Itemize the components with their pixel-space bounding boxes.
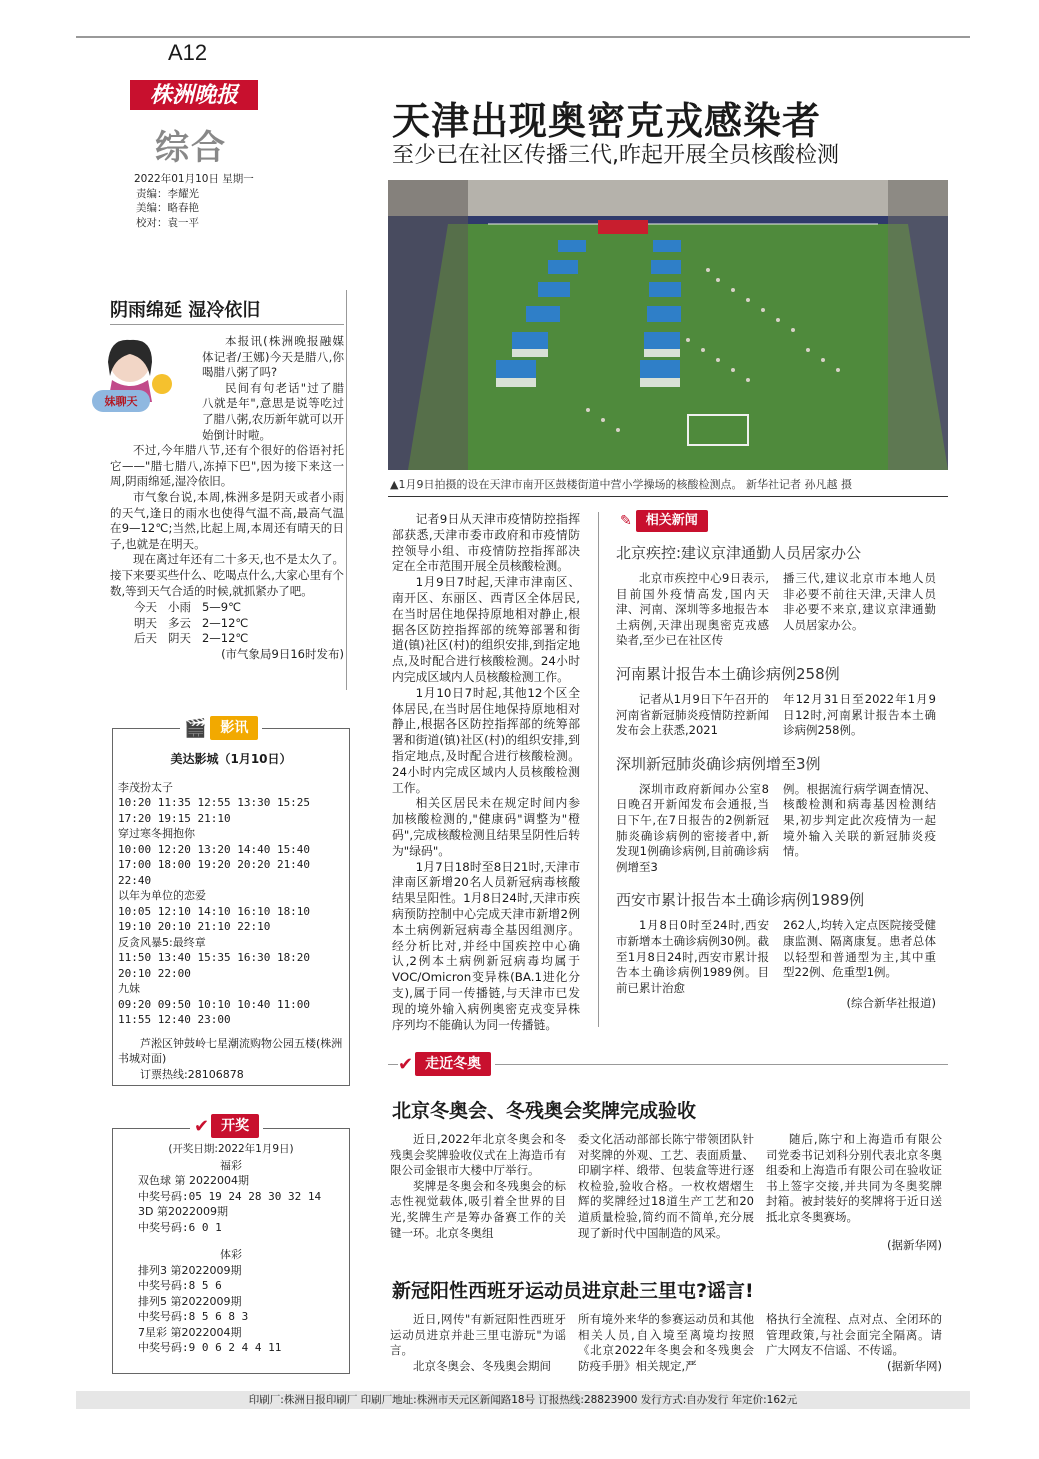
related-body (616, 918, 936, 996)
weather-p2: 民间有句老话"过了腊八就是年",意思是说等吃过了腊八粥,农历新年就可以开始倒计时啦。 (202, 380, 344, 442)
related-tag: 相关新闻 (636, 510, 708, 532)
story-text: 格执行全流程、点对点、全闭环的管理政策,与社会面完全隔离。请广大网友不信谣、不传谣。 (766, 1312, 942, 1358)
lottery-tag: 开奖 (211, 1114, 259, 1138)
related-body (616, 571, 936, 649)
lottery-line: 中奖号码:9 0 6 2 4 4 11 (138, 1341, 282, 1354)
related-text: 播三代,建议北京市本地人员非必要不前往天津,天津人员非必要不来京,建议京津通勤人员居家办公。 (783, 571, 936, 632)
related-news (616, 542, 936, 1012)
cinema-header (180, 716, 262, 740)
main-p5: 1月7日18时至8日21时,天津市津南区新增20名人员新冠病毒核酸结果呈阳性。1月8日24时,天津市疾病预防控制中心完成天津市新增2例本土病例新冠病毒全基因组测序。经分析比对,并经中国疾控中心确认,2例本土病例新冠病毒均属于VOC/Omicron变异株(BA.1进化分支),属于同一传播链,与天津市已发现的境外输入病例奥密克戎变异株序列均不能确认为同一传播链。 (392, 859, 580, 1032)
showtimes: 10:20 11:35 12:55 13:30 15:25 17:20 19:15 21:10 (118, 796, 311, 825)
lottery-line: 排列3 第2022009期 (138, 1263, 242, 1277)
lottery-header (190, 1114, 263, 1138)
related-header (620, 510, 708, 532)
weather-title: 阴雨绵延 湿冷依旧 (110, 300, 261, 321)
story-column (578, 1312, 754, 1374)
related-text: 例。根据流行病学调查情况、核酸检测和病毒基因检测结果,初步判定此次疫情为一起境外输入关联的新冠肺炎疫情。 (783, 781, 936, 859)
weather-p1: 本报讯(株洲晚报融媒体记者/王娜)今天是腊八,你喝腊八粥了吗? (202, 334, 344, 380)
page-meta (134, 172, 254, 230)
cinema-hotline: 订票热线:28106878 (140, 1067, 244, 1081)
movie-title: 以年为单位的恋爱 (118, 889, 206, 902)
related-title: 北京疾控:建议京津通勤人员居家办公 (616, 544, 862, 562)
left-column-rule (346, 290, 347, 690)
movie-title: 反贪风暴5:最终章 (118, 935, 206, 949)
main-p4: 相关区居民未在规定时间内参加核酸检测的,"健康码"调整为"橙码",完成核酸检测且结果呈阴性后转为"绿码"。 (392, 796, 580, 858)
lottery-date: (开奖日期:2022年1月9日) (168, 1143, 294, 1155)
movie-title: 九妹 (118, 982, 140, 995)
lottery-line: 中奖号码:6 0 1 (138, 1220, 222, 1234)
related-text: 262人,均转入定点医院接受健康监测、隔离康复。患者总体以轻型和普通型为主,其中重型22例、危重型1例。 (783, 918, 936, 980)
forecast-row: 后天 阴天 2—12℃ (134, 631, 249, 646)
lottery-line: 排列5 第2022009期 (138, 1294, 242, 1308)
pen-icon: ✎ (620, 513, 632, 529)
movie-title: 李茂扮太子 (118, 780, 173, 794)
photo-caption: ▲1月9日拍摄的设在天津市南开区鼓楼街道中营小学操场的核酸检测点。 新华社记者 孙凡越 摄 (390, 478, 852, 491)
cinema-listing (118, 752, 344, 1082)
story-text: 近日,2022年北京冬奥会和冬残奥会奖牌验收仪式在上海造币有限公司金银市大楼中厅举行。 (390, 1132, 566, 1178)
main-article (392, 512, 580, 1033)
cinema-tag: 影讯 (210, 716, 258, 740)
forecast-row: 明天 多云 2—12℃ (134, 615, 249, 630)
olympics-story-1 (390, 1132, 950, 1253)
weather-article (110, 334, 344, 662)
lottery-line: 中奖号码:8 5 6 8 3 (138, 1310, 249, 1323)
story-text: 所有境外来华的参赛运动员和其他相关人员,自入境至离境均按照《北京2022年冬奥会和冬残奥会防疫手册》相关规定,严 (578, 1312, 754, 1373)
forecast-row: 今天 小雨 5—9℃ (134, 600, 241, 615)
lottery-fucai: 福彩 (220, 1158, 242, 1172)
olympics-headline-1: 北京冬奥会、冬残奥会奖牌完成验收 (392, 1100, 697, 1122)
cinema-venue: 美达影城（1月10日） (170, 752, 292, 766)
lottery-ticai: 体彩 (220, 1248, 242, 1261)
lottery-results (118, 1142, 344, 1356)
weather-source: (市气象局9日16时发布) (221, 646, 344, 661)
news-photo (388, 180, 948, 470)
showtimes: 11:50 13:40 15:35 16:30 18:20 20:10 22:00 (118, 951, 311, 980)
forecast-table (110, 600, 344, 647)
story-source: (据新华网) (887, 1237, 942, 1252)
weather-p5: 现在离过年还有二十多天,也不是太久了。接下来要买些什么、吃喝点什么,大家心里有个数,等到天气合适的时候,就抓紧办了吧。 (110, 552, 344, 598)
olympics-story-2 (390, 1312, 950, 1374)
story-column (766, 1132, 942, 1253)
main-headline: 天津出现奥密克戎感染者 (392, 99, 822, 143)
olympics-header (398, 1052, 495, 1076)
story-text: 近日,网传"有新冠阳性西班牙运动员进京并赴三里屯游玩"为谣言。 (390, 1312, 566, 1358)
movie-title: 穿过寒冬拥抱你 (118, 827, 195, 840)
main-p1: 记者9日从天津市疫情防控指挥部获悉,天津市委市政府和市疫情防控领导小组、市疫情防控指挥部决定在全市范围开展全员核酸检测。 (392, 512, 580, 574)
main-subhead: 至少已在社区传播三代,昨起开展全员核酸检测 (392, 143, 839, 168)
related-text: 1月8日0时至24时,西安市新增本土确诊病例30例。截至1月8日24时,西安市累计报告本土确诊病例1989例。目前已累计治愈 (616, 918, 769, 995)
main-p3: 1月10日7时起,其他12个区全体居民,在当时居住地保持原地相对静止,根据各区防控指挥部的统筹部署和街道(镇)社区(村)的组织安排,到指定地点,及时配合进行核酸检测。24小时内完成区域内人员核酸检测工作。 (392, 685, 580, 795)
meta-proof: 校对：袁一平 (136, 216, 199, 229)
related-body (616, 692, 936, 739)
related-text: 北京市疾控中心9日表示,目前国外疫情高发,国内天津、河南、深圳等多地报告本土病例,天津出现奥密克戎感染者,至少已在社区传 (616, 571, 769, 648)
lottery-line: 双色球 第 2022004期 (138, 1174, 249, 1187)
related-text: 年12月31日至2022年1月9日12时,河南累计报告本土确诊病例258例。 (783, 691, 936, 738)
story-column (766, 1312, 942, 1374)
meta-editor: 责编：李耀光 (136, 187, 199, 200)
weather-p4: 市气象台说,本周,株洲多是阴天或者小雨的天气,逢日的雨水也使得气温不高,最高气温在9—12℃;当然,比起上周,本周还有晴天的日子,也就是在明天。 (110, 489, 344, 551)
lottery-line: 中奖号码:8 5 6 (138, 1279, 222, 1292)
film-camera-icon: 🎬 (184, 717, 207, 739)
weather-p3: 不过,今年腊八节,还有个很好的俗语衬托它——"腊七腊八,冻掉下巴",因为接下来这一周,阴雨绵延,湿冷依旧。 (110, 443, 344, 489)
lottery-line: 7星彩 第2022004期 (138, 1325, 242, 1339)
caption-rule (388, 496, 948, 497)
top-rule (76, 36, 970, 38)
story-text: 随后,陈宁和上海造币有限公司党委书记刘科分别代表北京冬奥组委和上海造币有限公司在验收证书上签字交接,并共同为冬奥奖牌封箱。被封装好的奖牌将于近日送抵北京冬奥赛场。 (766, 1132, 942, 1224)
lottery-line: 3D 第2022009期 (138, 1205, 228, 1218)
page-number: A12 (168, 40, 208, 65)
main-p2: 1月9日7时起,天津市津南区、南开区、东丽区、西青区全体居民,在当时居住地保持原地相对静止,根据各区防控指挥部的统筹部署和街道(镇)社区(村)的组织安排,到指定地点,及时配合进行核酸检测。24小时内完成区域内人员核酸检测工作。 (392, 575, 580, 684)
story-text: 北京冬奥会、冬残奥会期间 (413, 1358, 551, 1373)
section-title: 综合 (155, 128, 227, 168)
olympics-tag: 走近冬奥 (415, 1052, 491, 1076)
lottery-line: 中奖号码:05 19 24 28 30 32 14 (138, 1189, 322, 1203)
showtimes: 10:00 12:20 13:20 14:40 15:40 17:00 18:00 19:20 20:20 21:40 22:40 (118, 842, 311, 887)
related-title: 深圳新冠肺炎确诊病例增至3例 (616, 754, 821, 773)
related-text: 记者从1月9日下午召开的河南省新冠肺炎疫情防控新闻发布会上获悉,2021 (616, 691, 769, 738)
weather-rule (110, 324, 344, 325)
story-text: 委文化活动部部长陈宁带领团队针对奖牌的外观、工艺、表面质量、印刷字样、缎带、包装盒等进行逐枚检验,验收合格。一枚枚熠熠生辉的奖牌经过18道生产工艺和20道质量检验,简约而不简单,充分展现了新时代中国制造的风采。 (578, 1132, 754, 1240)
related-source: (综合新华社报道) (846, 996, 936, 1011)
checkmark-icon: ✔ (398, 1053, 414, 1075)
related-title: 河南累计报告本土确诊病例258例 (616, 664, 840, 683)
story-column (578, 1132, 754, 1253)
olympics-headline-2: 新冠阳性西班牙运动员进京赴三里屯?谣言! (392, 1280, 754, 1302)
related-text: 深圳市政府新闻办公室8日晚召开新闻发布会通报,当日下午,在7日报告的2例新冠肺炎确诊病例的密接者中,新发现1例确诊病例,目前确诊病例增至3 (616, 781, 769, 874)
checkmark-icon: ✔ (194, 1115, 210, 1137)
related-title: 西安市累计报告本土确诊病例1989例 (616, 891, 865, 910)
column-rule (598, 512, 599, 1027)
avatar-badge: 妹聊天 (104, 395, 138, 408)
masthead-logo: 株洲晚报 (130, 80, 258, 110)
print-footer: 印刷厂:株洲日报印刷厂 印刷厂地址:株洲市天元区新闻路18号 订报热线:28823900 发行方式:自办发行 年定价:162元 (76, 1391, 970, 1409)
story-column (390, 1312, 566, 1374)
showtimes: 09:20 09:50 10:10 10:40 11:00 11:55 12:40 23:00 (118, 997, 311, 1026)
story-source: (据新华网) (887, 1358, 942, 1373)
showtimes: 10:05 12:10 14:10 16:10 18:10 19:10 20:10 21:10 22:10 (118, 904, 311, 933)
related-body (616, 782, 936, 876)
story-text: 奖牌是冬奥会和冬残奥会的标志性视觉载体,吸引着全世界的目光,奖牌生产是筹办备赛工作的关键一环。北京冬奥组 (390, 1178, 566, 1240)
meta-art: 美编：略春艳 (136, 202, 199, 214)
story-column (390, 1132, 566, 1253)
meta-date: 2022年01月10日 星期一 (134, 173, 254, 185)
cinema-address: 芦淞区钟鼓岭七星潮流购物公园五楼(株洲书城对面) (118, 1036, 343, 1065)
